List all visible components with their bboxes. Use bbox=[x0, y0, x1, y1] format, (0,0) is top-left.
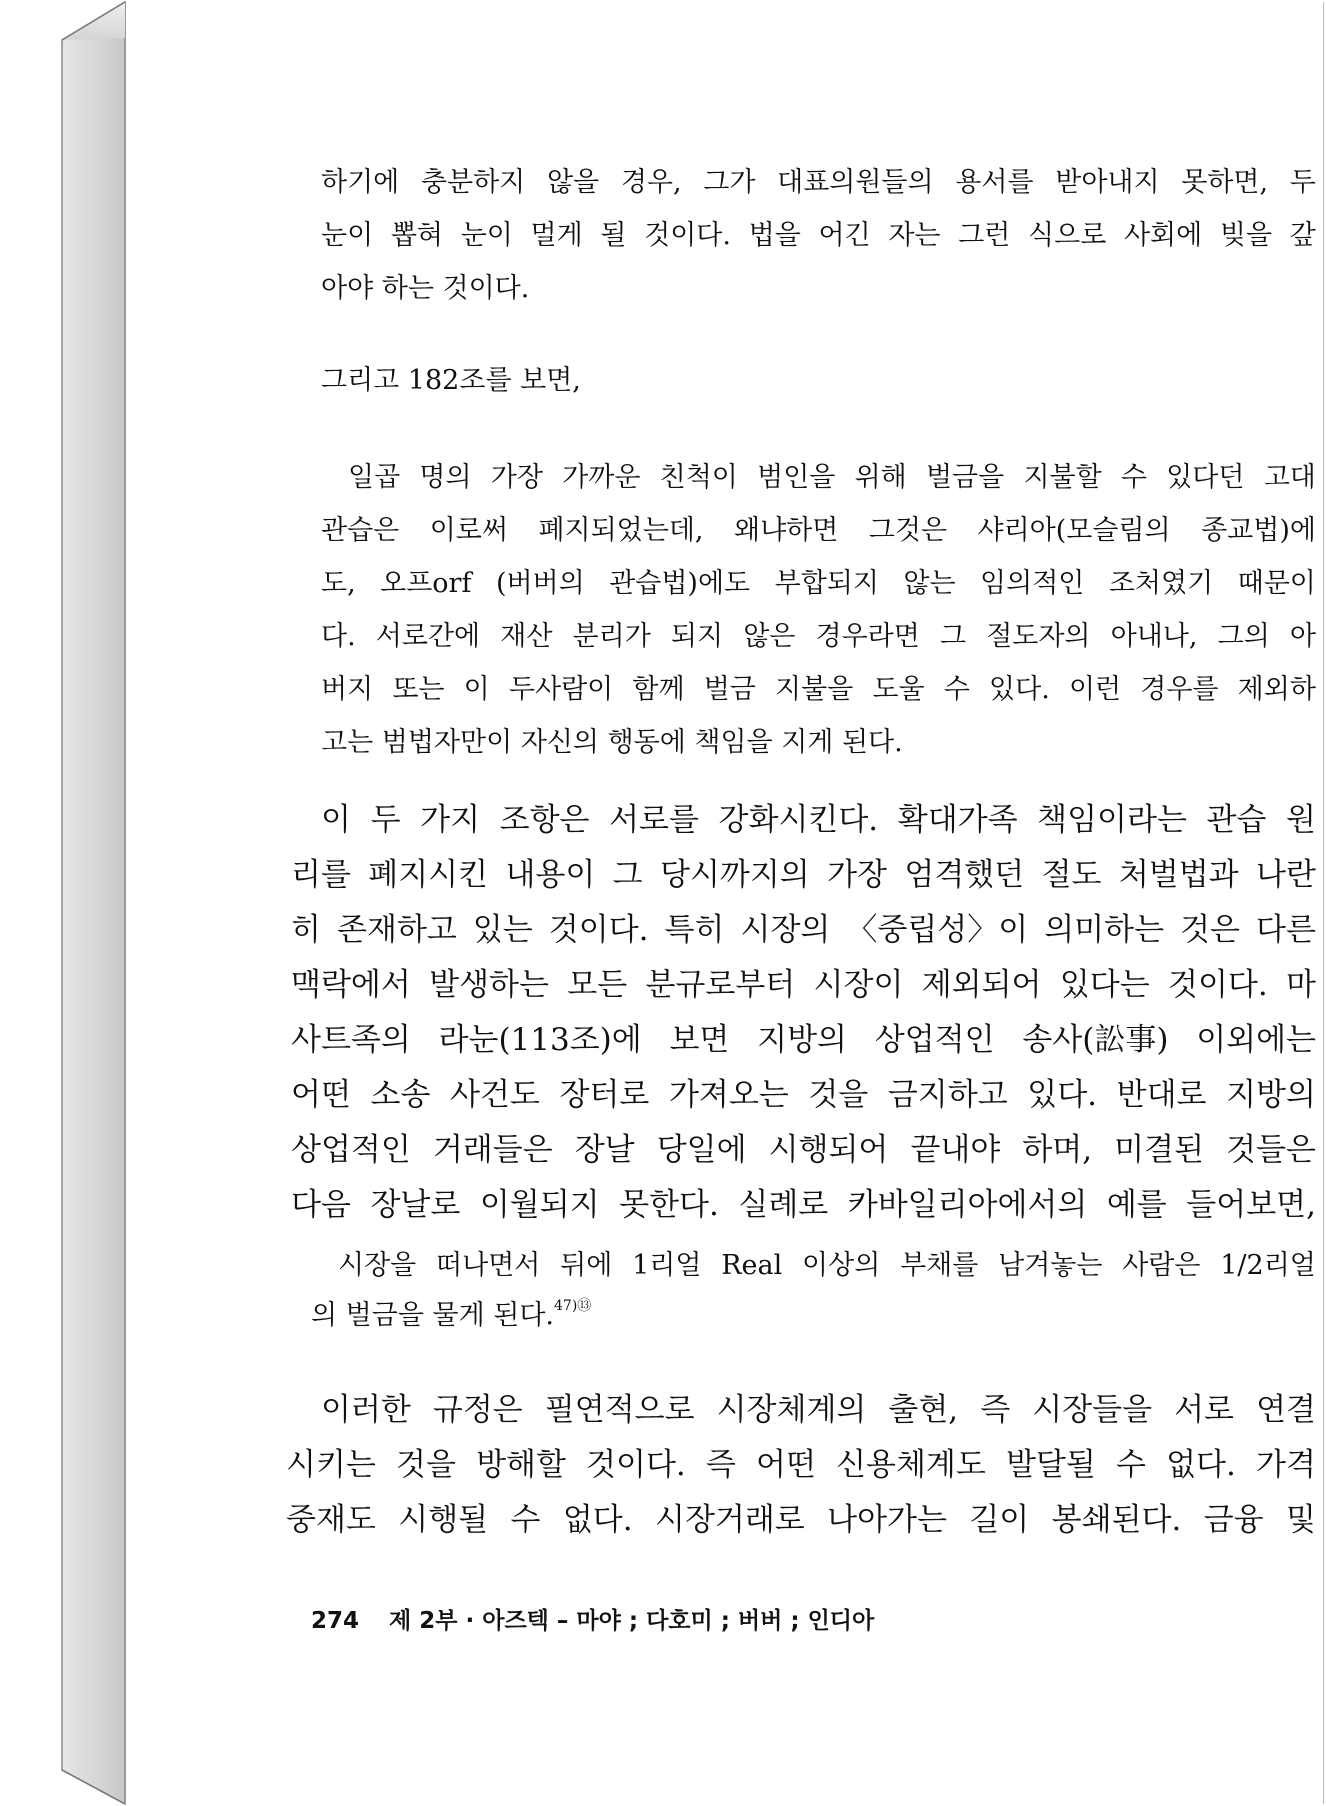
word: 멀게 bbox=[530, 220, 583, 251]
word: 빚을 bbox=[1219, 220, 1273, 251]
word: 카바일리아에서의 bbox=[847, 1187, 1088, 1223]
word: 가져오는 bbox=[668, 1077, 789, 1113]
word: 사회에 bbox=[1123, 220, 1203, 251]
word: 라눈(113조)에 bbox=[438, 1022, 642, 1058]
word: 부합되지 bbox=[774, 568, 879, 599]
word: 처벌법과 bbox=[1118, 857, 1239, 893]
text-line bbox=[321, 220, 1316, 252]
word: 1리얼 bbox=[632, 1250, 702, 1281]
word: 사람은 bbox=[1122, 1250, 1201, 1281]
word: 못하면, bbox=[1181, 167, 1269, 198]
word: 맥락에서 bbox=[291, 967, 411, 1003]
text-line bbox=[321, 515, 1316, 547]
word: 이외에는 bbox=[1196, 1022, 1316, 1058]
word: 조항은 bbox=[499, 802, 590, 838]
word: 지방의 bbox=[1226, 1077, 1316, 1113]
word: 것들은 bbox=[1226, 1132, 1316, 1168]
word: 위해 bbox=[854, 462, 907, 493]
word: 눈이 bbox=[321, 220, 374, 251]
word: 발달될 bbox=[1005, 1447, 1096, 1483]
word: 아내나, bbox=[1110, 621, 1198, 652]
text-line bbox=[291, 857, 1316, 894]
word: 끝내야 bbox=[910, 1132, 1001, 1168]
text-line bbox=[321, 621, 1316, 653]
word: 중재도 bbox=[286, 1502, 376, 1538]
word: 친척이 bbox=[659, 462, 738, 493]
word: 것이다. bbox=[586, 1447, 686, 1483]
word: 있다는 bbox=[1059, 967, 1150, 1003]
word: 상업적인 bbox=[874, 1022, 995, 1058]
word: 다른 bbox=[1256, 912, 1316, 948]
word: 이 bbox=[463, 674, 490, 705]
word: 부채를 bbox=[900, 1250, 979, 1281]
word: 다. bbox=[321, 621, 356, 652]
footnote-mark: 47)⑬ bbox=[554, 1298, 592, 1314]
word: 시장거래로 bbox=[655, 1502, 805, 1538]
word: 못한다. bbox=[619, 1187, 719, 1223]
word: 지불할 bbox=[1023, 462, 1102, 493]
word: 하기에 bbox=[321, 167, 400, 198]
word: 즉 bbox=[980, 1392, 1011, 1428]
word: 수 bbox=[510, 1502, 541, 1538]
word: 않을 bbox=[546, 167, 600, 198]
word: 것을 bbox=[808, 1077, 869, 1113]
word: 사건도 bbox=[450, 1077, 540, 1113]
word: 갚 bbox=[1289, 220, 1316, 251]
word: 명의 bbox=[419, 462, 472, 493]
word: 원 bbox=[1286, 802, 1316, 838]
word: 엄격했던 bbox=[904, 857, 1025, 893]
word: 대표의원들의 bbox=[777, 167, 934, 198]
word: 절도 bbox=[1041, 857, 1102, 893]
word: 수 bbox=[943, 674, 970, 705]
word: 법을 bbox=[748, 220, 801, 251]
word: 그의 bbox=[1217, 621, 1270, 652]
running-title: 제 2부 · 아즈텍 – 마야 ; 다호미 ; 버버 ; 인디아 bbox=[389, 1608, 875, 1634]
text-segment: 의 벌금을 물게 된다. bbox=[311, 1300, 554, 1331]
word: 가격 bbox=[1256, 1447, 1316, 1483]
word: 나란 bbox=[1256, 857, 1316, 893]
word: 것이다. bbox=[644, 220, 731, 251]
word: 것을 bbox=[396, 1447, 456, 1483]
text-line bbox=[291, 1132, 1316, 1169]
word: 보면 bbox=[669, 1022, 730, 1058]
text-line: 그리고 182조를 보면, bbox=[321, 365, 581, 396]
word: 내용이 bbox=[505, 857, 596, 893]
word: 것이다. bbox=[1168, 967, 1268, 1003]
word: 받아내지 bbox=[1055, 167, 1160, 198]
word: 두사람이 bbox=[508, 674, 614, 705]
text-line bbox=[291, 1022, 1316, 1059]
word: 없다. bbox=[562, 1502, 633, 1538]
word: 하며, bbox=[1022, 1132, 1093, 1168]
word: 경우를 bbox=[1140, 674, 1219, 705]
word: 버지 bbox=[321, 674, 374, 705]
word: 책임이라는 bbox=[1037, 802, 1187, 838]
word: 관습 bbox=[1206, 802, 1267, 838]
word: 규정은 bbox=[432, 1392, 523, 1428]
word: 제외되어 bbox=[921, 967, 1042, 1003]
text-line: 아야 하는 것이다. bbox=[321, 273, 530, 304]
word: 떠나면서 bbox=[436, 1250, 541, 1281]
word: 〈중립성〉이 bbox=[846, 912, 1029, 948]
word: 도, bbox=[321, 568, 356, 599]
word: 그 bbox=[939, 621, 967, 652]
word: 시행될 bbox=[398, 1502, 489, 1538]
word: 관습법)에도 bbox=[609, 568, 751, 599]
book-page bbox=[125, 2, 1324, 1804]
word: 거래들은 bbox=[432, 1132, 553, 1168]
word: 및 bbox=[1286, 1502, 1316, 1538]
word: 1/2리얼 bbox=[1220, 1250, 1316, 1281]
word: 시행되어 bbox=[768, 1132, 889, 1168]
word: 있다. bbox=[1027, 1077, 1098, 1113]
word: 남겨놓는 bbox=[998, 1250, 1103, 1281]
word: 벌금을 bbox=[925, 462, 1005, 493]
word: 가까운 bbox=[562, 462, 641, 493]
word: 예를 bbox=[1106, 1187, 1167, 1223]
word: 것은 bbox=[1180, 912, 1240, 948]
word: 될 bbox=[600, 220, 627, 251]
word: 다음 bbox=[291, 1187, 351, 1223]
word: 이러한 bbox=[321, 1392, 411, 1428]
word: 두 bbox=[1289, 167, 1316, 198]
word: 시장을 bbox=[338, 1250, 417, 1281]
text-line bbox=[321, 568, 1316, 600]
word: 두 bbox=[370, 802, 401, 838]
word: 이런 bbox=[1068, 674, 1122, 705]
word: 시장들을 bbox=[1032, 1392, 1153, 1428]
word: 장터로 bbox=[559, 1077, 650, 1113]
page-footer bbox=[311, 1602, 874, 1635]
word: 필연적으로 bbox=[544, 1392, 695, 1428]
word: 서로를 bbox=[609, 802, 699, 838]
word: 출현, bbox=[888, 1392, 959, 1428]
word: 폐지되었는데, bbox=[538, 515, 704, 546]
word: 서로간에 bbox=[375, 621, 481, 652]
word: 아 bbox=[1289, 621, 1316, 652]
word: 어떤 bbox=[756, 1447, 816, 1483]
word: 임의적인 bbox=[980, 568, 1085, 599]
word: 모든 bbox=[567, 967, 628, 1003]
word: 되지 bbox=[670, 621, 724, 652]
word: 수 bbox=[1120, 462, 1147, 493]
word: 자는 bbox=[888, 220, 941, 251]
word: 이 bbox=[321, 802, 351, 838]
word: 연결 bbox=[1256, 1392, 1316, 1428]
word: 히 bbox=[291, 912, 321, 948]
word: 도울 bbox=[872, 674, 925, 705]
word: 당일에 bbox=[656, 1132, 747, 1168]
word: 실례로 bbox=[738, 1187, 829, 1223]
word: 이월되지 bbox=[479, 1187, 600, 1223]
word: 장날로 bbox=[370, 1187, 461, 1223]
text-line bbox=[311, 1300, 591, 1332]
word: 일곱 bbox=[348, 462, 401, 493]
word: 장날 bbox=[574, 1132, 635, 1168]
word: 경우, bbox=[620, 167, 682, 198]
text-line bbox=[321, 674, 1316, 706]
word: 존재하고 bbox=[337, 912, 457, 948]
word: 고대 bbox=[1263, 462, 1316, 493]
word: 금융 bbox=[1203, 1502, 1264, 1538]
word: 범인을 bbox=[757, 462, 836, 493]
word: 마 bbox=[1286, 967, 1316, 1003]
word: 있는 bbox=[472, 912, 533, 948]
text-line bbox=[321, 1392, 1316, 1429]
word: 방해할 bbox=[476, 1447, 566, 1483]
word: 수 bbox=[1115, 1447, 1146, 1483]
word: 제외하 bbox=[1237, 674, 1316, 705]
text-line bbox=[348, 462, 1316, 494]
word: 함께 bbox=[632, 674, 685, 705]
word: 관습은 bbox=[321, 515, 400, 546]
word: 소송 bbox=[370, 1077, 431, 1113]
word: 상업적인 bbox=[291, 1132, 411, 1168]
word: 왜냐하면 bbox=[733, 515, 839, 546]
word: 재산 bbox=[500, 621, 553, 652]
word: 폐지시킨 bbox=[368, 857, 489, 893]
word: 샤리아(모슬림의 bbox=[977, 515, 1171, 546]
word: 있다던 bbox=[1166, 462, 1245, 493]
word: 리를 bbox=[291, 857, 351, 893]
word: 절도자의 bbox=[986, 621, 1091, 652]
word: 강화시킨다. bbox=[718, 802, 879, 838]
word: 때문이 bbox=[1237, 568, 1316, 599]
text-line bbox=[286, 1447, 1316, 1484]
word: 서로 bbox=[1174, 1392, 1234, 1428]
word: 시키는 bbox=[286, 1447, 376, 1483]
word: 지불을 bbox=[775, 674, 854, 705]
word: 그 bbox=[612, 857, 643, 893]
word: 반대로 bbox=[1116, 1077, 1207, 1113]
word: 금지하고 bbox=[887, 1077, 1008, 1113]
word: 발생하는 bbox=[429, 967, 549, 1003]
word: 송사(訟事) bbox=[1022, 1022, 1169, 1058]
text-line bbox=[291, 967, 1316, 1004]
word: 나아가는 bbox=[827, 1502, 947, 1538]
word: 사트족의 bbox=[291, 1022, 411, 1058]
word: 있다. bbox=[989, 674, 1050, 705]
word: 것이다. bbox=[548, 912, 649, 948]
word: 가지 bbox=[420, 802, 481, 838]
word: 분리가 bbox=[572, 621, 651, 652]
text-line bbox=[321, 167, 1316, 199]
text-line bbox=[291, 912, 1316, 949]
word: 조처였기 bbox=[1108, 568, 1214, 599]
word: 종교법)에 bbox=[1201, 515, 1316, 546]
text-line bbox=[338, 1250, 1316, 1282]
word: 없다. bbox=[1166, 1447, 1236, 1483]
word: 눈이 bbox=[460, 220, 513, 251]
page-number: 274 bbox=[311, 1608, 360, 1634]
word: 충분하지 bbox=[420, 167, 526, 198]
word: 가장 bbox=[827, 857, 888, 893]
word: 들어보면, bbox=[1186, 1187, 1316, 1223]
word: 벌금 bbox=[703, 674, 756, 705]
word: 않은 bbox=[743, 621, 796, 652]
word: 이상의 bbox=[802, 1250, 881, 1281]
word: 그것은 bbox=[868, 515, 948, 546]
word: 지방의 bbox=[757, 1022, 847, 1058]
word: 경우라면 bbox=[815, 621, 920, 652]
word: 가장 bbox=[490, 462, 543, 493]
word: 분규로부터 bbox=[645, 967, 796, 1003]
word: 용서를 bbox=[955, 167, 1034, 198]
word: 확대가족 bbox=[897, 802, 1018, 838]
text-line bbox=[291, 1187, 1316, 1224]
text-line bbox=[321, 802, 1316, 839]
word: 이로써 bbox=[429, 515, 508, 546]
word: 그가 bbox=[703, 167, 756, 198]
text-line bbox=[291, 1077, 1316, 1114]
word: 즉 bbox=[705, 1447, 736, 1483]
word: 시장의 bbox=[740, 912, 831, 948]
word: 당시까지의 bbox=[660, 857, 810, 893]
word: 신용체계도 bbox=[836, 1447, 986, 1483]
word: 뒤에 bbox=[560, 1250, 613, 1281]
word: 어긴 bbox=[818, 220, 871, 251]
word: (버버의 bbox=[495, 568, 585, 599]
word: 시장체계의 bbox=[716, 1392, 867, 1428]
word: 봉쇄된다. bbox=[1051, 1502, 1182, 1538]
word: 오프orf bbox=[380, 568, 472, 599]
word: 길이 bbox=[969, 1502, 1030, 1538]
word: 특히 bbox=[664, 912, 725, 948]
text-line: 고는 범법자만이 자신의 행동에 책임을 지게 된다. bbox=[321, 727, 903, 758]
word: 또는 bbox=[392, 674, 445, 705]
word: 어떤 bbox=[291, 1077, 351, 1113]
word: 그런 bbox=[958, 220, 1011, 251]
word: 뽑혀 bbox=[390, 220, 444, 251]
word: 않는 bbox=[903, 568, 956, 599]
word: 식으로 bbox=[1028, 220, 1107, 251]
text-line bbox=[286, 1502, 1316, 1539]
word: Real bbox=[721, 1250, 783, 1281]
word: 의미하는 bbox=[1044, 912, 1165, 948]
word: 미결된 bbox=[1114, 1132, 1205, 1168]
word: 시장이 bbox=[813, 967, 904, 1003]
